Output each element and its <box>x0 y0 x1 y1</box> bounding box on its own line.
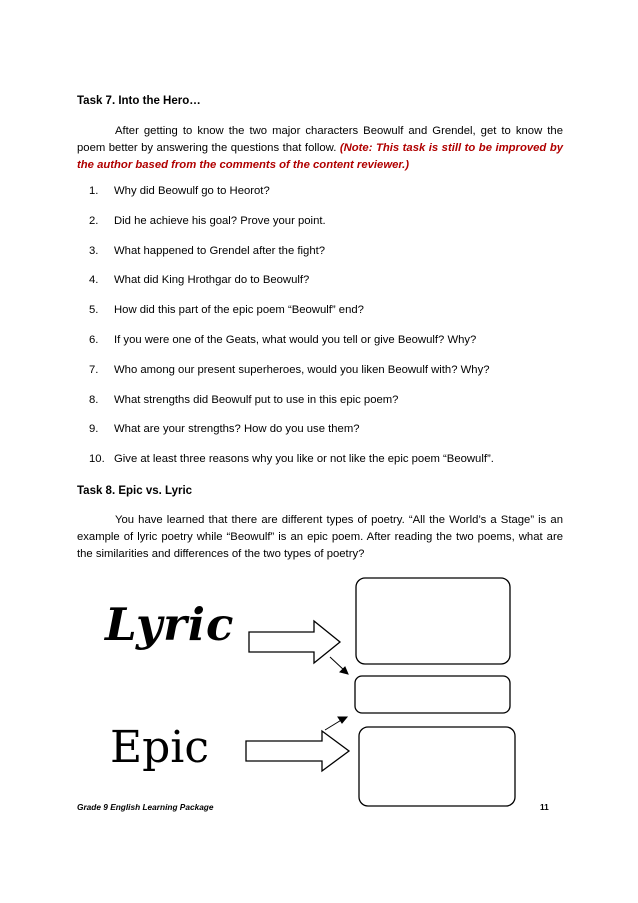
task7-note: (Note: This task is still to be improved by the author based from the comments of the content reviewer.) <box>77 142 563 171</box>
question-number: 9. <box>89 423 99 436</box>
question-text: Why did Beowulf go to Heorot? <box>114 185 270 197</box>
question-number: 1. <box>89 185 99 197</box>
question-number: 6. <box>89 333 99 346</box>
question-number: 8. <box>89 393 99 406</box>
question-number: 2. <box>89 214 99 227</box>
question-text: What did King Hrothgar do to Beowulf? <box>114 274 310 287</box>
task8-instructions: You have learned that there are different types of poetry. “All the World’s a Stage” is an example of lyric poetry while “Beowulf” is an epic poem. After reading the two poems, what are the similarities and differences of the two types of poetry? <box>77 514 563 560</box>
epic-answer-box <box>359 727 515 806</box>
page-number: 11 <box>540 802 549 812</box>
epic-arrow <box>246 731 349 771</box>
question-text: Did he achieve his goal? Prove your point. <box>114 214 326 227</box>
connector-arrow-down <box>330 657 348 674</box>
question-text: Who among our present superheroes, would you liken Beowulf with? Why? <box>114 363 490 376</box>
footer-title: Grade 9 English Learning Package <box>77 802 214 812</box>
question-text: If you were one of the Geats, what would you tell or give Beowulf? Why? <box>114 333 477 346</box>
question-text: What happened to Grendel after the fight? <box>114 244 326 257</box>
lyric-answer-box <box>356 578 510 664</box>
question-text: What strengths did Beowulf put to use in this epic poem? <box>114 393 399 406</box>
lyric-label: Lyric <box>105 598 235 651</box>
question-number: 3. <box>89 244 99 257</box>
question-number: 7. <box>89 363 99 376</box>
question-text: What are your strengths? How do you use them? <box>114 423 360 436</box>
lyric-arrow <box>249 621 340 663</box>
question-number: 10. <box>89 453 105 466</box>
epic-label: Epic <box>110 722 209 773</box>
task7-intro: After getting to know the two major characters Beowulf and Grendel, get to know the poem better by answering the questions that follow. <box>77 125 563 154</box>
question-number: 5. <box>89 304 99 317</box>
question-text: How did this part of the epic poem “Beowulf” end? <box>114 304 364 317</box>
connector-arrow-up <box>325 717 347 730</box>
similarities-answer-box <box>355 676 510 713</box>
task8-title: Task 8. Epic vs. Lyric <box>77 485 193 497</box>
question-number: 4. <box>89 274 99 287</box>
task7-title: Task 7. Into the Hero… <box>77 95 201 107</box>
question-text: Give at least three reasons why you like or not like the epic poem “Beowulf”. <box>114 453 494 466</box>
